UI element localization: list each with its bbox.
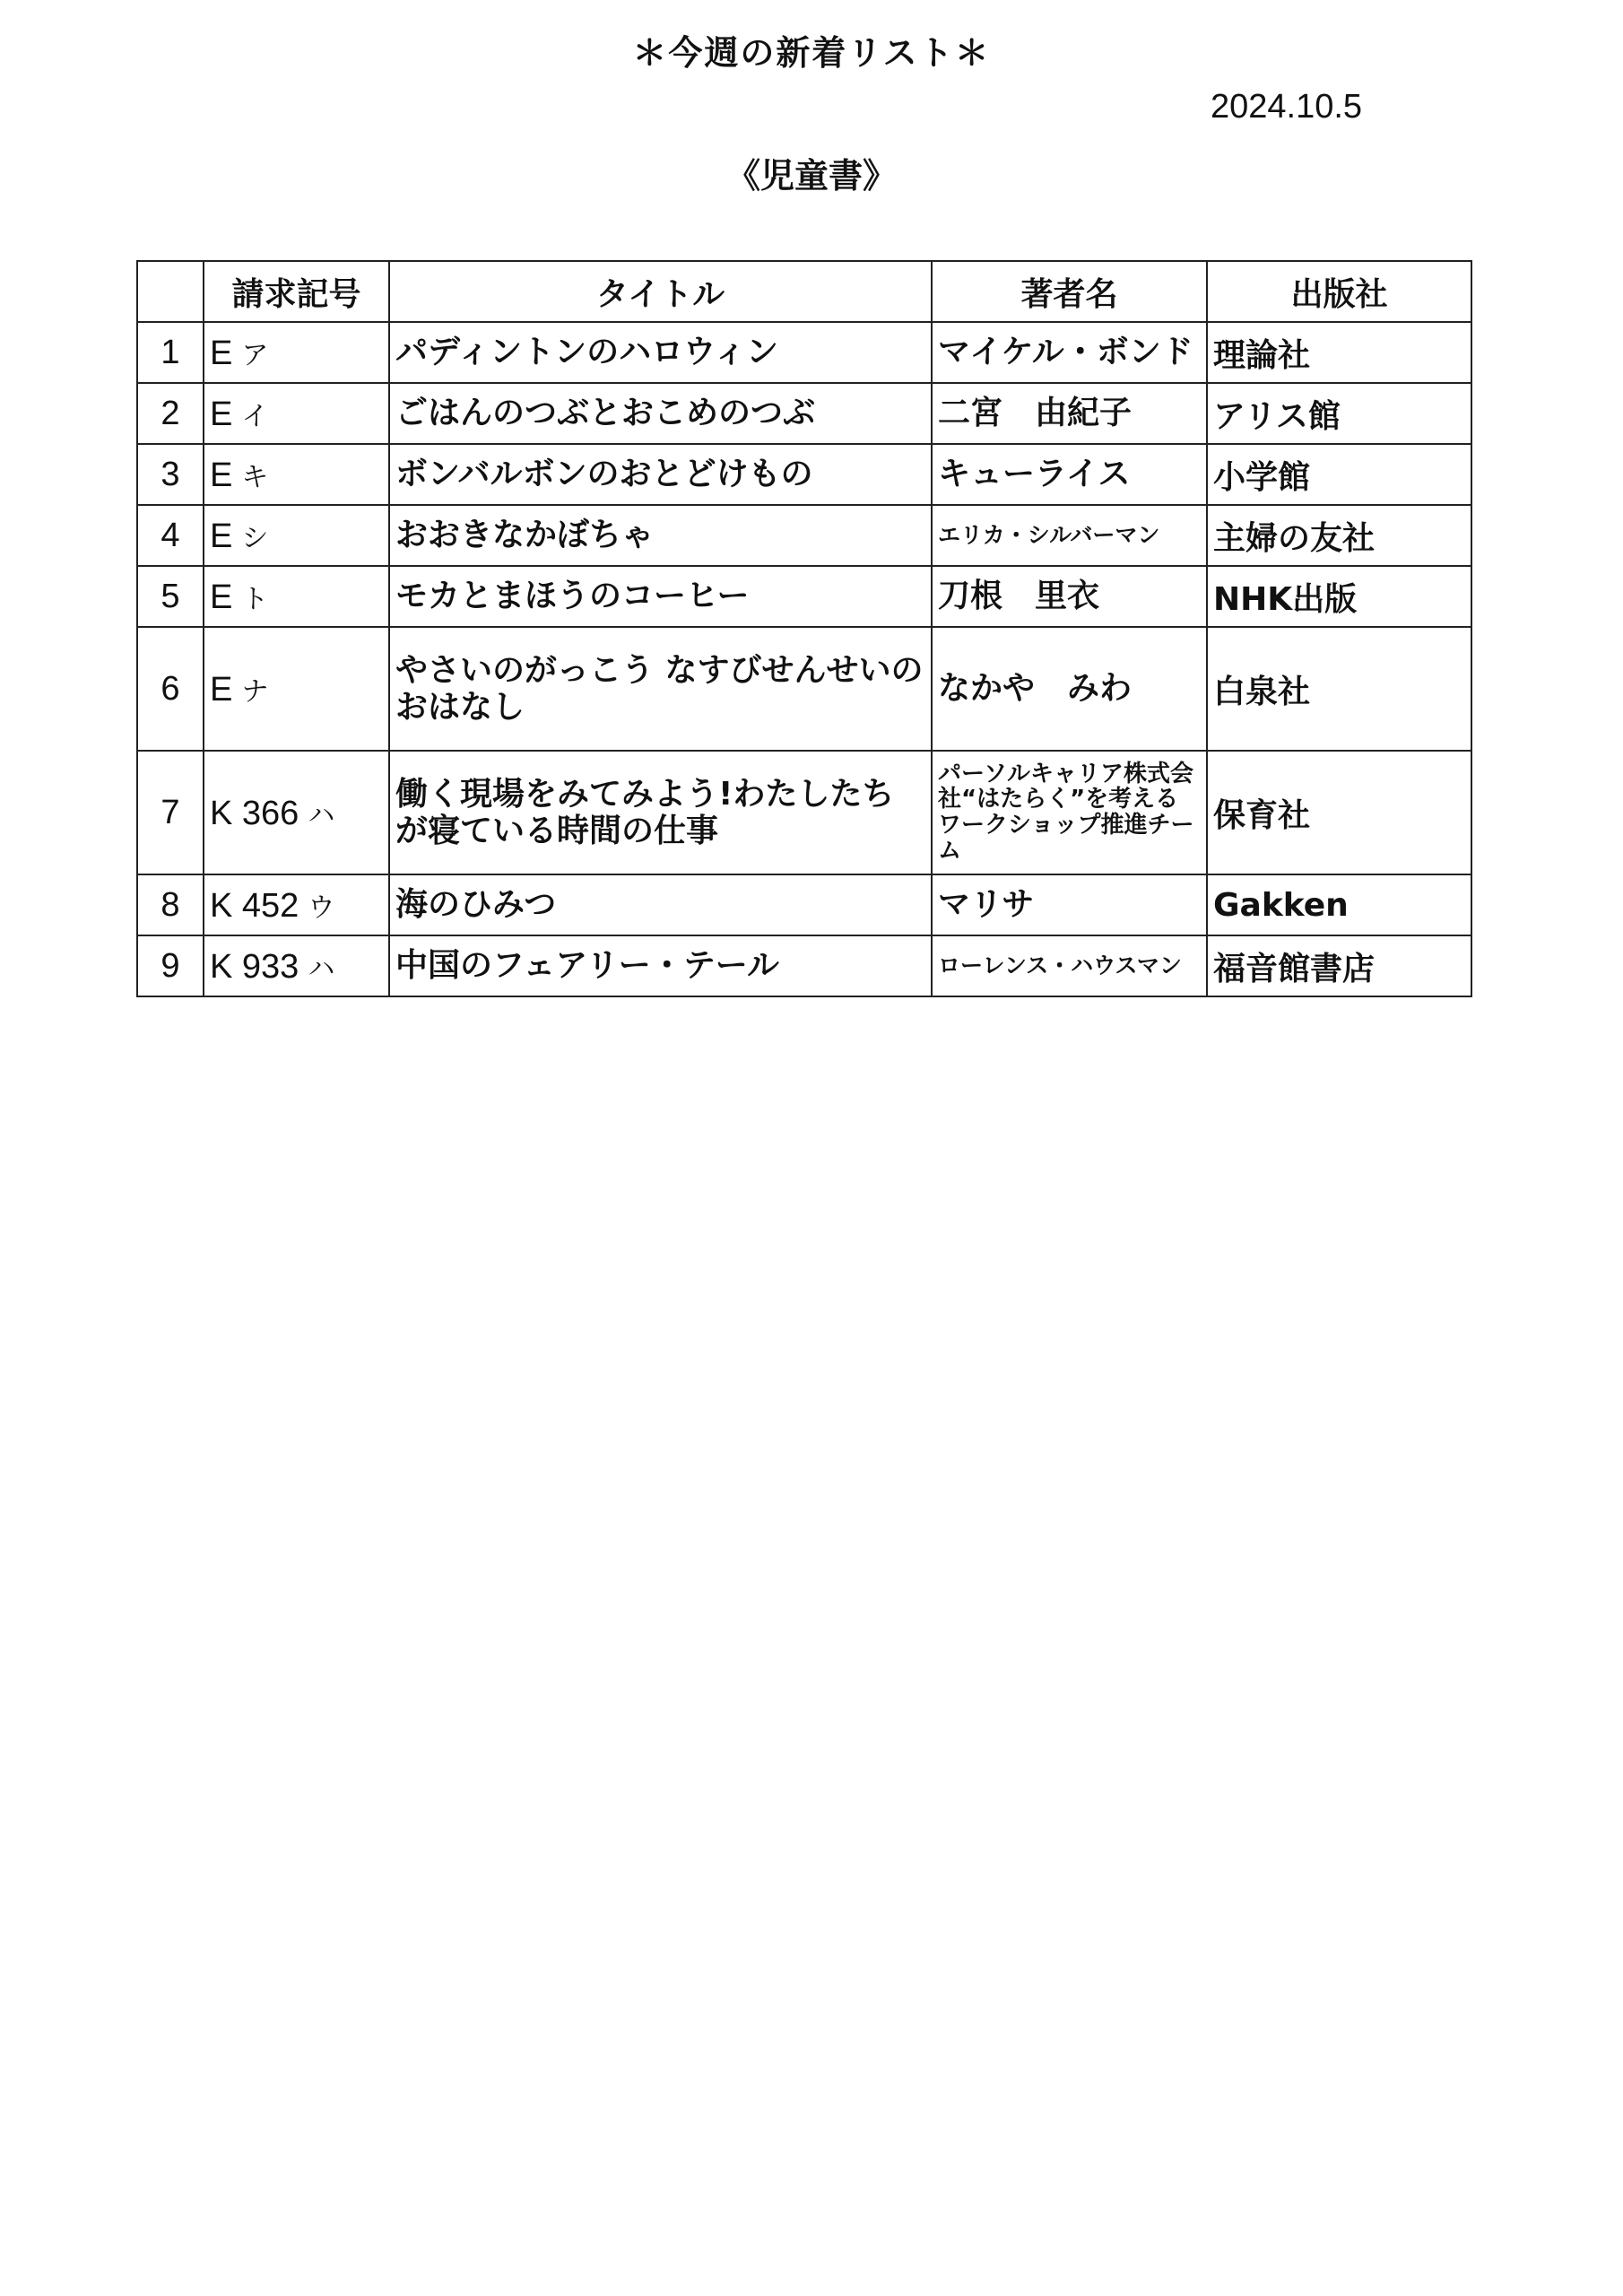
row-number: 5	[137, 566, 204, 627]
row-number: 9	[137, 935, 204, 996]
call-class: K 933	[210, 947, 299, 986]
book-publisher: 小学館	[1207, 444, 1471, 505]
call-class: E	[210, 456, 233, 494]
book-publisher: 保育社	[1207, 751, 1471, 874]
book-publisher: アリス館	[1207, 383, 1471, 444]
call-number	[204, 383, 389, 444]
call-kana: ハ	[308, 800, 335, 831]
book-title: モカとまほうのコーヒー	[389, 566, 932, 627]
call-kana: ハ	[308, 953, 335, 984]
row-number: 6	[137, 627, 204, 751]
call-class: K 366	[210, 794, 299, 832]
table-row	[137, 322, 1471, 383]
call-class: E	[210, 670, 233, 709]
book-publisher: 白泉社	[1207, 627, 1471, 751]
call-number	[204, 566, 389, 627]
call-class: E	[210, 578, 233, 616]
table-row	[137, 935, 1471, 996]
col-header-author: 著者名	[932, 261, 1207, 322]
book-author: なかや みわ	[932, 627, 1207, 751]
book-title: ごはんのつぶとおこめのつぶ	[389, 383, 932, 444]
call-number	[204, 444, 389, 505]
book-author: マイケル・ボンド	[932, 322, 1207, 383]
book-author: パーソルキャリア株式会社“はたらく”を考えるワークショップ推進チーム	[932, 751, 1207, 874]
book-publisher: 福音館書店	[1207, 935, 1471, 996]
call-kana: ナ	[241, 676, 269, 707]
book-title: パディントンのハロウィン	[389, 322, 932, 383]
book-title: 中国のフェアリー・テール	[389, 935, 932, 996]
table-row	[137, 444, 1471, 505]
book-author: 刀根 里衣	[932, 566, 1207, 627]
book-title: ボンバルボンのおとどけもの	[389, 444, 932, 505]
book-author: エリカ・シルバーマン	[932, 505, 1207, 566]
book-title: 働く現場をみてみよう!わたしたちが寝ている時間の仕事	[389, 751, 932, 874]
book-title: やさいのがっこう なすびせんせいのおはなし	[389, 627, 932, 751]
call-class: E	[210, 395, 233, 433]
call-kana: ト	[241, 584, 269, 614]
book-publisher: 主婦の友社	[1207, 505, 1471, 566]
table-row	[137, 383, 1471, 444]
table-row	[137, 627, 1471, 751]
book-author: マリサ	[932, 874, 1207, 935]
call-class: K 452	[210, 886, 299, 925]
table-row	[137, 566, 1471, 627]
table-row	[137, 874, 1471, 935]
page-title: ＊今週の新着リスト＊	[632, 33, 991, 73]
call-kana: シ	[241, 523, 269, 553]
book-title: おおきなかぼちゃ	[389, 505, 932, 566]
table-header-row	[137, 261, 1471, 322]
call-kana: ア	[241, 340, 269, 370]
call-kana: キ	[241, 462, 269, 492]
row-number: 2	[137, 383, 204, 444]
book-publisher: Gakken	[1207, 874, 1471, 935]
book-publisher: NHK出版	[1207, 566, 1471, 627]
table-row	[137, 505, 1471, 566]
call-kana: イ	[241, 401, 269, 431]
call-number	[204, 627, 389, 751]
book-author: 二宮 由紀子	[932, 383, 1207, 444]
call-number	[204, 874, 389, 935]
call-kana: ウ	[308, 892, 335, 923]
row-number: 3	[137, 444, 204, 505]
col-header-no	[137, 261, 204, 322]
new-arrivals-table	[136, 260, 1472, 997]
list-date: 2024.10.5	[1211, 88, 1363, 126]
book-publisher: 理論社	[1207, 322, 1471, 383]
row-number: 8	[137, 874, 204, 935]
row-number: 1	[137, 322, 204, 383]
call-number	[204, 322, 389, 383]
call-number	[204, 935, 389, 996]
call-class: E	[210, 334, 233, 372]
book-title: 海のひみつ	[389, 874, 932, 935]
book-author: キューライス	[932, 444, 1207, 505]
col-header-publisher: 出版社	[1207, 261, 1471, 322]
book-author: ローレンス・ハウスマン	[932, 935, 1207, 996]
row-number: 4	[137, 505, 204, 566]
table-row	[137, 751, 1471, 874]
call-class: E	[210, 517, 233, 555]
section-heading: 《児童書》	[725, 156, 897, 196]
col-header-title: タイトル	[389, 261, 932, 322]
col-header-call-number: 請求記号	[204, 261, 389, 322]
row-number: 7	[137, 751, 204, 874]
call-number	[204, 505, 389, 566]
call-number	[204, 751, 389, 874]
